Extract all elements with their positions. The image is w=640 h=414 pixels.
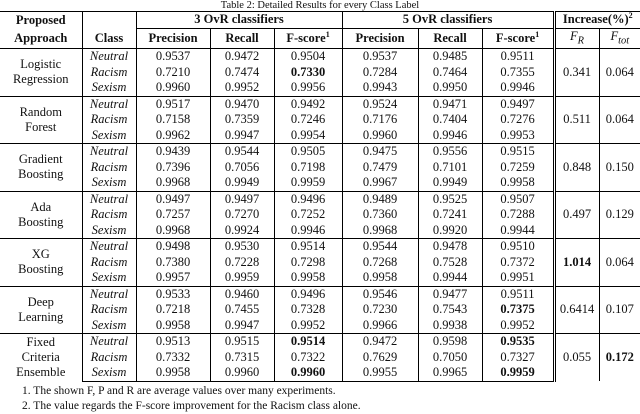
results-table — [0, 11, 640, 382]
metric-value: 0.9958 — [500, 175, 535, 190]
header-precision-5: Precision — [342, 28, 418, 49]
class-label: Neutral — [82, 191, 136, 207]
class-label: Sexism — [82, 128, 136, 144]
header-approach-1: Proposed — [0, 12, 82, 29]
metric-value: 0.9505 — [274, 144, 342, 160]
approach-name-line: Boosting — [18, 262, 64, 277]
metric-value: 0.9952 — [500, 317, 535, 332]
metric-value: 0.9968 — [136, 223, 210, 239]
metric-value: 0.9967 — [342, 175, 418, 191]
metric-value: 0.9525 — [418, 191, 482, 207]
class-label: Sexism — [82, 318, 136, 334]
class-label: Sexism — [82, 80, 136, 96]
metric-value: 0.7050 — [418, 350, 482, 366]
metric-value: 0.9497 — [482, 96, 554, 112]
table-row — [0, 128, 640, 144]
increase-fr: 0.497 — [554, 191, 599, 239]
table-row — [0, 286, 640, 302]
increase-ftot: 0.064 — [599, 49, 640, 97]
metric-value: 0.9517 — [136, 96, 210, 112]
metric-value: 0.9535 — [482, 334, 554, 350]
metric-value: 0.9524 — [342, 96, 418, 112]
table-row — [0, 160, 640, 176]
metric-value: 0.7257 — [136, 207, 210, 223]
metric-value: 0.7404 — [418, 112, 482, 128]
metric-value: 0.7375 — [500, 302, 535, 317]
table-row — [0, 175, 640, 191]
approach-name — [0, 144, 82, 192]
metric-value: 0.9924 — [210, 223, 274, 239]
metric-value: 0.9952 — [210, 80, 274, 96]
metric-value: 0.9950 — [418, 80, 482, 96]
metric-value: 0.9530 — [210, 239, 274, 255]
metric-value: 0.9497 — [136, 191, 210, 207]
metric-value: 0.7315 — [210, 350, 274, 366]
approach-name-line: Fixed — [26, 335, 55, 349]
approach-name — [0, 239, 82, 287]
increase-fr: 1.014 — [554, 239, 599, 287]
table-row — [0, 350, 640, 366]
class-label: Racism — [82, 350, 136, 366]
metric-value: 0.9498 — [136, 239, 210, 255]
metric-value: 0.9958 — [342, 270, 418, 286]
metric-value: 0.7455 — [210, 302, 274, 318]
metric-value: 0.9514 — [274, 334, 342, 350]
metric-value: 0.9513 — [136, 334, 210, 350]
increase-ftot: 0.064 — [599, 239, 640, 287]
approach-name-line: Regression — [12, 72, 69, 87]
class-label: Sexism — [82, 175, 136, 191]
metric-value: 0.7259 — [500, 159, 535, 174]
metric-value: 0.7328 — [274, 302, 342, 318]
metric-value: 0.7543 — [418, 302, 482, 318]
metric-value: 0.9546 — [342, 286, 418, 302]
table-row — [0, 49, 640, 65]
table-row — [0, 270, 640, 286]
header-recall-3: Recall — [210, 28, 274, 49]
header-class: Class — [82, 28, 136, 49]
class-label: Neutral — [82, 334, 136, 350]
metric-value: 0.9944 — [500, 222, 535, 237]
metric-value: 0.7218 — [136, 302, 210, 318]
metric-value: 0.9959 — [274, 175, 342, 191]
metric-value: 0.7528 — [418, 255, 482, 271]
header-fscore-5: F-score$^1$ — [482, 28, 554, 49]
approach-name-line: Logistic — [20, 57, 62, 72]
metric-value: 0.9507 — [482, 191, 554, 207]
approach-name — [0, 334, 82, 382]
increase-ftot: 0.172 — [599, 334, 640, 382]
header-3ovr: 3 OvR classifiers — [136, 12, 342, 29]
metric-value: 0.9959 — [482, 365, 554, 381]
metric-value: 0.9511 — [482, 49, 554, 65]
increase-ftot: 0.107 — [599, 286, 640, 334]
metric-value: 0.9470 — [210, 96, 274, 112]
class-label: Sexism — [82, 223, 136, 239]
metric-value: 0.9944 — [418, 270, 482, 286]
metric-value: 0.9497 — [210, 191, 274, 207]
approach-name — [0, 191, 82, 239]
increase-fr: 0.511 — [554, 96, 599, 144]
metric-value: 0.7246 — [274, 112, 342, 128]
approach-name-line: Boosting — [18, 214, 64, 229]
metric-value: 0.7056 — [210, 160, 274, 176]
metric-value: 0.9511 — [482, 286, 554, 302]
increase-ftot: 0.129 — [599, 191, 640, 239]
class-label: Neutral — [82, 286, 136, 302]
metric-value: 0.9537 — [136, 49, 210, 65]
approach-name-line: Gradient — [18, 152, 63, 167]
metric-value: 0.9958 — [136, 318, 210, 334]
increase-fr: 0.6414 — [554, 286, 599, 334]
metric-value: 0.9949 — [210, 175, 274, 191]
metric-value: 0.9472 — [210, 49, 274, 65]
table-row — [0, 239, 640, 255]
increase-fr: 0.055 — [554, 334, 599, 382]
metric-value: 0.9958 — [136, 365, 210, 381]
increase-ftot: 0.064 — [599, 96, 640, 144]
metric-value: 0.9962 — [136, 128, 210, 144]
metric-value: 0.9946 — [274, 223, 342, 239]
class-label: Racism — [82, 255, 136, 271]
class-label: Racism — [82, 207, 136, 223]
metric-value: 0.9510 — [482, 239, 554, 255]
class-label: Racism — [82, 160, 136, 176]
metric-value: 0.7284 — [342, 65, 418, 81]
metric-value: 0.9966 — [342, 318, 418, 334]
metric-value: 0.7359 — [210, 112, 274, 128]
metric-value: 0.7276 — [500, 112, 535, 127]
metric-value: 0.7228 — [210, 255, 274, 271]
metric-value: 0.9537 — [342, 49, 418, 65]
header-approach-2: Approach — [0, 28, 82, 49]
table-row — [0, 65, 640, 81]
results-body — [0, 49, 640, 382]
header-class-blank — [82, 12, 136, 29]
table-row — [0, 365, 640, 381]
metric-value: 0.9514 — [274, 239, 342, 255]
metric-value: 0.9556 — [418, 144, 482, 160]
table-caption: Table 2: Detailed Results for every Class Label — [220, 0, 420, 11]
approach-name-line: Criteria — [21, 350, 60, 364]
metric-value: 0.7372 — [500, 254, 535, 269]
metric-value: 0.9496 — [274, 286, 342, 302]
metric-value: 0.7327 — [500, 349, 535, 364]
metric-value: 0.7268 — [342, 255, 418, 271]
class-label: Neutral — [82, 239, 136, 255]
metric-value: 0.9460 — [210, 286, 274, 302]
metric-value: 0.9475 — [342, 144, 418, 160]
metric-value: 0.9957 — [136, 270, 210, 286]
metric-value: 0.7355 — [500, 64, 535, 79]
metric-value: 0.9515 — [210, 334, 274, 350]
metric-value: 0.9533 — [136, 286, 210, 302]
metric-value: 0.7288 — [500, 207, 535, 222]
metric-value: 0.7252 — [274, 207, 342, 223]
table-row — [0, 223, 640, 239]
metric-value: 0.9544 — [210, 144, 274, 160]
table-row — [0, 334, 640, 350]
header-increase: Increase(%)$^2$ — [554, 12, 640, 29]
metric-value: 0.9478 — [418, 239, 482, 255]
approach-name-line: XG — [31, 247, 50, 262]
approach-name-line: Learning — [18, 309, 64, 324]
table-row — [0, 255, 640, 271]
approach-name — [0, 286, 82, 334]
header-ftot: $F_{tot}$ — [599, 28, 640, 49]
increase-fr: 0.341 — [554, 49, 599, 97]
metric-value: 0.9598 — [418, 334, 482, 350]
metric-value: 0.9544 — [342, 239, 418, 255]
metric-value: 0.9515 — [482, 144, 554, 160]
metric-value: 0.9953 — [500, 127, 535, 142]
metric-value: 0.9947 — [210, 128, 274, 144]
metric-value: 0.9471 — [418, 96, 482, 112]
metric-value: 0.9959 — [210, 270, 274, 286]
metric-value: 0.7332 — [136, 350, 210, 366]
metric-value: 0.9496 — [274, 191, 342, 207]
metric-value: 0.9960 — [210, 365, 274, 381]
header-fr: $F_R$ — [554, 28, 599, 49]
header-fscore-3: F-score$^1$ — [274, 28, 342, 49]
header-recall-5: Recall — [418, 28, 482, 49]
metric-value: 0.9489 — [342, 191, 418, 207]
approach-name-line: Ada — [30, 199, 52, 214]
metric-value: 0.9955 — [342, 365, 418, 381]
metric-value: 0.9439 — [136, 144, 210, 160]
table-row — [0, 96, 640, 112]
table-row — [0, 80, 640, 96]
class-label: Neutral — [82, 96, 136, 112]
table-row — [0, 302, 640, 318]
metric-value: 0.7629 — [342, 350, 418, 366]
metric-value: 0.9951 — [500, 270, 535, 285]
metric-value: 0.7380 — [136, 255, 210, 271]
metric-value: 0.7360 — [342, 207, 418, 223]
class-label: Racism — [82, 65, 136, 81]
metric-value: 0.9472 — [342, 334, 418, 350]
metric-value: 0.9920 — [418, 223, 482, 239]
footnote-1: 1. The shown F, P and R are average values over many experiments. — [22, 385, 336, 397]
metric-value: 0.7230 — [342, 302, 418, 318]
metric-value: 0.9477 — [418, 286, 482, 302]
metric-value: 0.7298 — [274, 255, 342, 271]
metric-value: 0.9958 — [274, 270, 342, 286]
metric-value: 0.7270 — [210, 207, 274, 223]
metric-value: 0.7330 — [274, 65, 342, 81]
metric-value: 0.9947 — [210, 318, 274, 334]
metric-value: 0.9960 — [136, 80, 210, 96]
table-row — [0, 318, 640, 334]
class-label: Sexism — [82, 270, 136, 286]
class-label: Racism — [82, 112, 136, 128]
metric-value: 0.9952 — [274, 318, 342, 334]
metric-value: 0.7479 — [342, 160, 418, 176]
class-label: Sexism — [82, 365, 136, 381]
class-label: Racism — [82, 302, 136, 318]
increase-fr: 0.848 — [554, 144, 599, 192]
header-precision-3: Precision — [136, 28, 210, 49]
metric-value: 0.7210 — [136, 65, 210, 81]
approach-name-line: Deep — [27, 294, 54, 309]
metric-value: 0.9938 — [418, 318, 482, 334]
metric-value: 0.7176 — [342, 112, 418, 128]
metric-value: 0.9968 — [136, 175, 210, 191]
metric-value: 0.9946 — [418, 128, 482, 144]
metric-value: 0.7474 — [210, 65, 274, 81]
metric-value: 0.7158 — [136, 112, 210, 128]
metric-value: 0.9943 — [342, 80, 418, 96]
class-label: Neutral — [82, 144, 136, 160]
increase-ftot: 0.150 — [599, 144, 640, 192]
metric-value: 0.9960 — [274, 365, 342, 381]
approach-name — [0, 96, 82, 144]
metric-value: 0.9968 — [342, 223, 418, 239]
footnote-2: 2. The value regards the F-score improvement for the Racism class alone. — [22, 400, 361, 412]
metric-value: 0.9960 — [342, 128, 418, 144]
metric-value: 0.9954 — [274, 128, 342, 144]
metric-value: 0.7101 — [418, 160, 482, 176]
metric-value: 0.9946 — [500, 80, 535, 95]
table-row — [0, 207, 640, 223]
approach-name-line: Forest — [25, 119, 57, 134]
metric-value: 0.9485 — [418, 49, 482, 65]
metric-value: 0.7241 — [418, 207, 482, 223]
table-row — [0, 144, 640, 160]
metric-value: 0.7198 — [274, 160, 342, 176]
table-row — [0, 112, 640, 128]
class-label: Neutral — [82, 49, 136, 65]
metric-value: 0.7396 — [136, 160, 210, 176]
approach-name — [0, 49, 82, 97]
approach-name-line: Boosting — [18, 167, 64, 182]
metric-value: 0.9965 — [418, 365, 482, 381]
metric-value: 0.9492 — [274, 96, 342, 112]
metric-value: 0.9504 — [274, 49, 342, 65]
approach-name-line: Ensemble — [16, 365, 66, 379]
approach-name-line: Random — [19, 104, 62, 119]
table-row — [0, 191, 640, 207]
header-5ovr: 5 OvR classifiers — [342, 12, 554, 29]
metric-value: 0.7464 — [418, 65, 482, 81]
metric-value: 0.9956 — [274, 80, 342, 96]
metric-value: 0.9949 — [418, 175, 482, 191]
metric-value: 0.7322 — [274, 350, 342, 366]
footnotes — [0, 384, 640, 414]
